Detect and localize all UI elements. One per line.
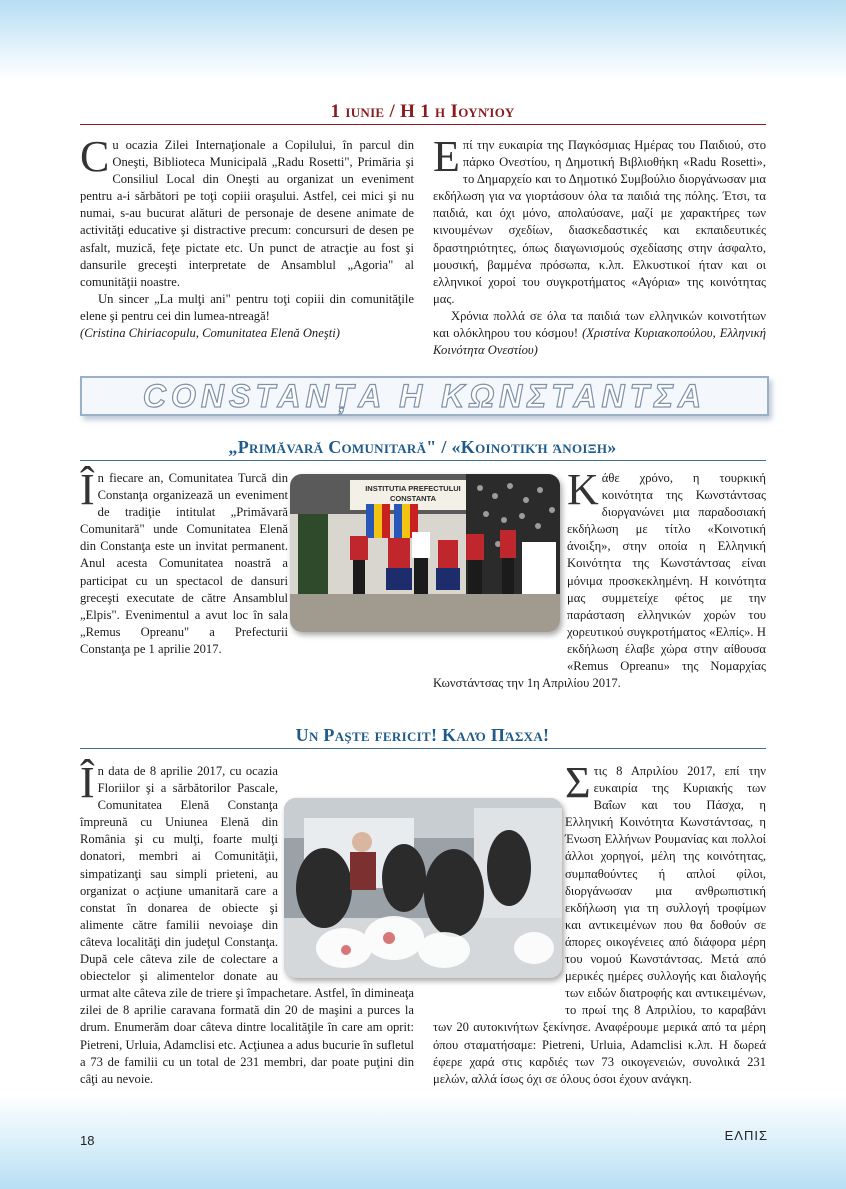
- section-title-1-iunie: 1 iunie / Η 1 η Ιουνίου: [330, 101, 515, 122]
- photo-caption-banner: INSTITUTIA PREFECTULUI CONSTANTA: [365, 484, 461, 503]
- paragraph: πί την ευκαιρία της Παγκόσμιας Ημέρας του Παιδιού, στο πάρκο Ονεστίου, η Δημοτική Βιβλιοθήκη «Radu Rosetti», το Δημαρχείο και το Δημοτικό Συμβούλιο διοργάνωσαν μια εκδήλωση για να γιορτάσουν όλα τα παιδιά της πόλης. Έτσι, τα παιδιά, και όχι μόνο, απολαύσανε, μαζί με χαρακτήρες των κινουμένων σχεδίων, διασκεδαστικές και εκπαιδευτικές δραστηριότητες, όπως διαγωνισμούς σχεδίασης στην άσφαλτο, μουσική, βαμμένα πρόσωπα, κ.λπ. Ελκυστικοί ήταν και οι ελληνικοί χοροί του συγκροτήματος «Αγόρια» της κοινότητας μας.: [433, 138, 766, 306]
- paragraph: Χρόνια πολλά σε όλα τα παιδιά των ελληνικών κοινοτήτων και ολόκληρου του κόσμου! (Χριστίνα Κυριακοπούλου, Ελληνική Κοινότητα Ονεστίου): [433, 308, 766, 358]
- section-rule: [80, 460, 766, 461]
- paragraph: n fiecare an, Comunitatea Turcă din Constanţa organizează un eveniment de tradiţie intitulat „Primăvară Comunitară" unde Comunitatea Elenă din Constanţa este un invitat permanent. Anul acesta Comunitatea noastră a participat cu un spectacol de dansuri greceşti executate de către Ansamblul „Elpis". Evenimentul a avut loc în sala „Remus Opreanu" a Prefecturii Constanţa pe 1 aprilie 2017.: [80, 471, 288, 656]
- magazine-name: ΕΛΠΙΣ: [724, 1128, 768, 1143]
- signature: (Χριστίνα Κυριακοπούλου, Ελληνική Κοινότητα Ονεστίου): [433, 326, 766, 358]
- dropcap: Ε: [433, 132, 460, 181]
- signature: (Cristina Chiriacopulu, Comunitatea Elenă Oneşti): [80, 326, 340, 341]
- section-rule: [80, 748, 766, 749]
- constanta-banner: [80, 376, 769, 416]
- donations-image: [284, 798, 562, 978]
- paragraph: Un sincer „La mulţi ani" pentru toţi copiii din comunităţile elene şi pentru cei din lumea-ntreagă!: [80, 291, 414, 323]
- banner-title: CONSTANȚA Η ΚΩΝΣΤΑΝΤΣΑ: [142, 378, 707, 414]
- photo-donations: [284, 798, 562, 978]
- bottom-gradient-band: [0, 1094, 846, 1189]
- article-ro-1-iunie: [80, 132, 414, 342]
- section-title-paste: Un Paşte fericit! Καλό Πάσχα!: [295, 725, 550, 745]
- section-rule: [80, 124, 766, 125]
- article-gr-1-iunie: [433, 132, 766, 359]
- dropcap: Σ: [565, 758, 591, 807]
- dropcap: Î: [80, 465, 95, 514]
- dropcap: Î: [80, 758, 95, 807]
- paragraph: τις 8 Απριλίου 2017, επί την ευκαιρία της Κυριακής των Βαΐων και του Πάσχα, η Ελληνική Κοινότητα Κωνστάντσας, η Ένωση Ελλήνων Ρουμανίας και πολλοί άλλοι χορηγοί, μέλη της κοινότητας, συμπαθούντες ή απλοί φίλοι, διοργάνωσαν μια ανθρωπιστική εκδήλωση για τη συλλογή τροφίμων και αντικειμένων που θα δοθούν σε άπορες οικογένειες από διάφορα μέρη του νομού Κωνστάντσας. Μετά από μερικές ημέρες συλλογής και διαλογής των ειδών διατροφής και αντικειμένων, το πρωί της 8 Απριλίου, το καραβάνι των 20 αυτοκινήτων ξεκίνησε. Αναφέρουμε μερικά από τα μέρη όπου σταματήσαμε: Pietreni, Urluia, Adamclisi κ.λπ. Η δωρεά έφερε χαρά στις καρδιές των 73 οικογενειών, συνολικά 231 μελών, αλλά ίσως όχι σε όλους όσοι έχουν ανάγκη.: [433, 764, 766, 1086]
- section-title-primavara: „Primăvară Comunitară" / «Κοινοτική άνοιξη»: [228, 437, 617, 457]
- paragraph: n data de 8 aprilie 2017, cu ocazia Floriilor şi a sărbătorilor Pascale, Comunitatea Elenă Constanţa împreună cu Uniunea Elenă din România şi cu mulţi, foarte mulţi donatori, membri ai Comunităţii, simpatizanţi sau simpli prieteni, au organizat o acţiune umanitară care a constat în donarea de obiecte şi alimente către familii nevoiaşe din câteva localităţi din judeţul Constanţa. După cele câteva zile de colectare a obiectelor şi alimentelor donate au urmat alte câteva zile de triere şi împachetare. Astfel, în dimineaţa zilei de 8 aprilie caravana formată din 20 de maşini a purces la drum. Enumerăm doar câteva dintre localităţile în care am oprit: Pietreni, Urluia, Adamclisi etc. Acţiunea a adus bucurie în sufletul a 73 de familii cu un total de 231 membri, dar poate puţini din câţi au nevoie.: [80, 764, 414, 1086]
- paragraph: άθε χρόνο, η τουρκική κοινότητα της Κωνστάντσας διοργανώνει μια παραδοσιακή εκδήλωση με τίτλο «Κοινοτική άνοιξη», στην οποία η Ελληνική Κοινότητα της Κωνστάντσας είναι μόνιμα προσκεκλημένη. Η κοινότητα μας συμμετείχε φέτος με την παράσταση ελληνικών χορών του χορευτικού συγκροτήματος «Ελπίς». Η εκδήλωση έλαβε χώρα στην αίθουσα «Remus Opreanu» της Νομαρχίας Κωνστάντσας την 1η Απριλίου 2017.: [433, 471, 766, 691]
- page-number: 18: [80, 1133, 95, 1148]
- paragraph: u ocazia Zilei Internaţionale a Copilului, în parcul din Oneşti, Biblioteca Municipală „Radu Rosetti", Primăria şi Consiliul Local din Oneşti au organizat un eveniment pentru a-i sărbători pe toţi copiii oraşului. Astfel, cei mici şi nu numai, s-au bucurat alături de personaje de desene animate de activităţi educative şi distractive precum: concursuri de desen pe asfalt, muzică, feţe pictate etc. Un punct de atracţie au fost şi dansurile greceşti interpretate de Ansamblul „Agoria" al comunităţii noastre.: [80, 138, 414, 289]
- photo-dancers: [290, 474, 560, 632]
- dropcap: C: [80, 132, 110, 181]
- top-gradient-band: [0, 0, 846, 80]
- dropcap: Κ: [567, 465, 599, 514]
